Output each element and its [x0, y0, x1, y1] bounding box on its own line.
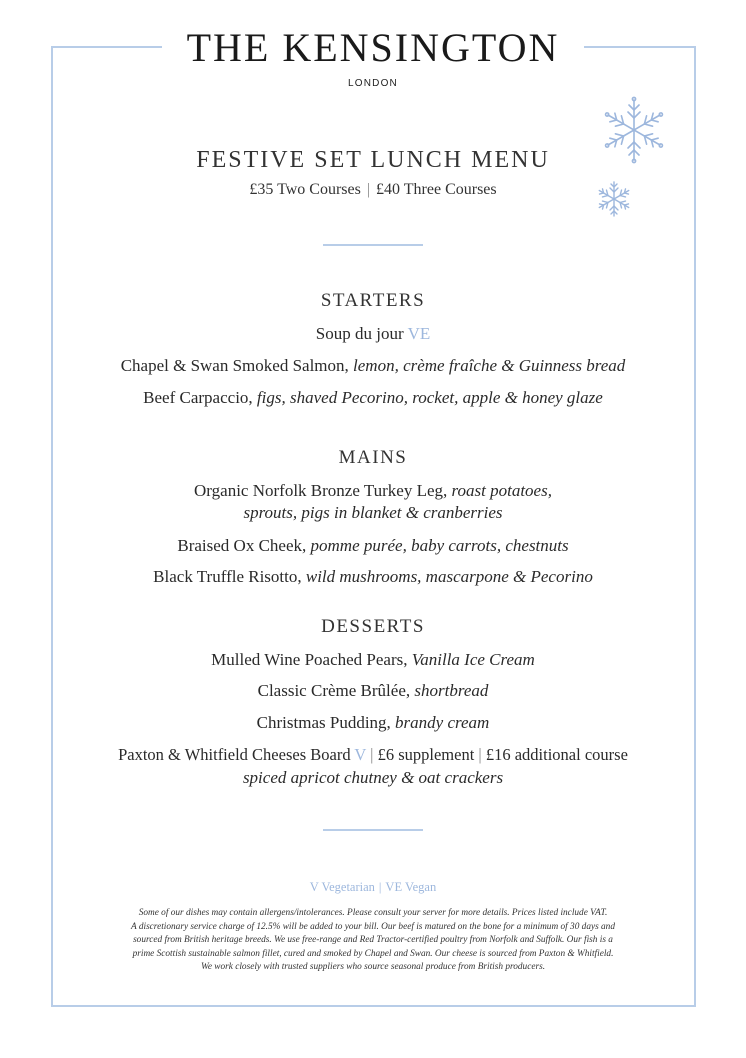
- dietary-tag: VE: [407, 324, 431, 343]
- dish-description: shortbread: [414, 681, 489, 700]
- price-two-courses: £35 Two Courses: [249, 181, 361, 198]
- starters-heading: STARTERS: [320, 290, 426, 311]
- starter-item: [0, 356, 746, 376]
- dish-description: pomme purée, baby carrots, chestnuts: [310, 536, 569, 555]
- dish-description: lemon, crème fraîche & Guinness bread: [353, 356, 626, 375]
- dish-name: Beef Carpaccio,: [143, 388, 253, 407]
- note-line: prime Scottish sustainable salmon fillet, cured and smoked by Chapel and Swan. Our cheese is sourced from Paxton & Whitfield.: [132, 948, 614, 959]
- dish-name: Soup du jour: [315, 324, 404, 343]
- dish-name: Paxton & Whitfield Cheeses Board: [118, 745, 351, 764]
- price-three-courses: £40 Three Courses: [376, 181, 497, 198]
- dish-name: Christmas Pudding,: [256, 713, 391, 732]
- divider-bottom: [323, 829, 423, 831]
- note-line: Some of our dishes may contain allergens/intolerances. Please consult your server for more details. Prices listed include VAT.: [138, 908, 608, 918]
- legend-separator: |: [378, 880, 382, 894]
- dessert-item: [0, 681, 746, 701]
- dish-name: Braised Ox Cheek,: [177, 536, 307, 555]
- dessert-item-cheese: [0, 745, 746, 765]
- dietary-legend: [0, 880, 746, 895]
- note-line: sourced from British heritage breeds. We use free-range and Red Tractor-certified poultry from Norfolk and Suffolk. Our fish is a: [133, 935, 613, 946]
- dietary-tag: V: [354, 745, 367, 764]
- mains-heading: MAINS: [338, 447, 408, 468]
- legend-vegan: VE Vegan: [385, 880, 437, 894]
- dish-description: brandy cream: [395, 713, 490, 732]
- dish-description: sprouts, pigs in blanket & cranberries: [243, 503, 503, 522]
- dish-name: Chapel & Swan Smoked Salmon,: [120, 356, 349, 375]
- menu-title: FESTIVE SET LUNCH MENU: [196, 147, 550, 173]
- fine-print: [80, 907, 666, 975]
- menu-pricing: [0, 181, 746, 199]
- main-item-continued: [0, 503, 746, 523]
- supplement-price: £6 supplement: [377, 745, 475, 764]
- separator: |: [370, 745, 374, 764]
- desserts-heading: DESSERTS: [321, 616, 425, 637]
- note-line: We work closely with trusted suppliers who source seasonal produce from British producers.: [200, 962, 546, 973]
- dessert-item: [0, 713, 746, 733]
- starter-item: [0, 388, 746, 408]
- divider-top: [323, 244, 423, 246]
- frame-bottom-border: [51, 1005, 696, 1007]
- starter-item: [0, 324, 746, 344]
- dish-name: Classic Crème Brûlée,: [257, 681, 411, 700]
- dessert-item: [0, 650, 746, 670]
- main-item: [0, 536, 746, 556]
- additional-course-price: £16 additional course: [485, 745, 628, 764]
- dessert-item-continued: [0, 768, 746, 788]
- brand-city: LONDON: [348, 78, 398, 89]
- note-line: A discretionary service charge of 12.5% will be added to your bill. Our beef is matured on the bone for a minimum of 30 days and: [131, 921, 615, 932]
- separator: |: [478, 745, 482, 764]
- dish-description: spiced apricot chutney & oat crackers: [242, 768, 504, 787]
- dish-name: Black Truffle Risotto,: [153, 567, 302, 586]
- dish-description: roast potatoes,: [451, 481, 552, 500]
- main-item: [0, 567, 746, 587]
- brand-name: THE KENSINGTON: [186, 25, 560, 70]
- dish-description: Vanilla Ice Cream: [411, 650, 535, 669]
- dish-description: figs, shaved Pecorino, rocket, apple & honey glaze: [256, 388, 603, 407]
- legend-vegetarian: V Vegetarian: [309, 880, 375, 894]
- dish-name: Mulled Wine Poached Pears,: [211, 650, 408, 669]
- main-item: [0, 481, 746, 501]
- dish-description: wild mushrooms, mascarpone & Pecorino: [305, 567, 593, 586]
- dish-name: Organic Norfolk Bronze Turkey Leg,: [194, 481, 448, 500]
- price-separator: |: [366, 181, 371, 198]
